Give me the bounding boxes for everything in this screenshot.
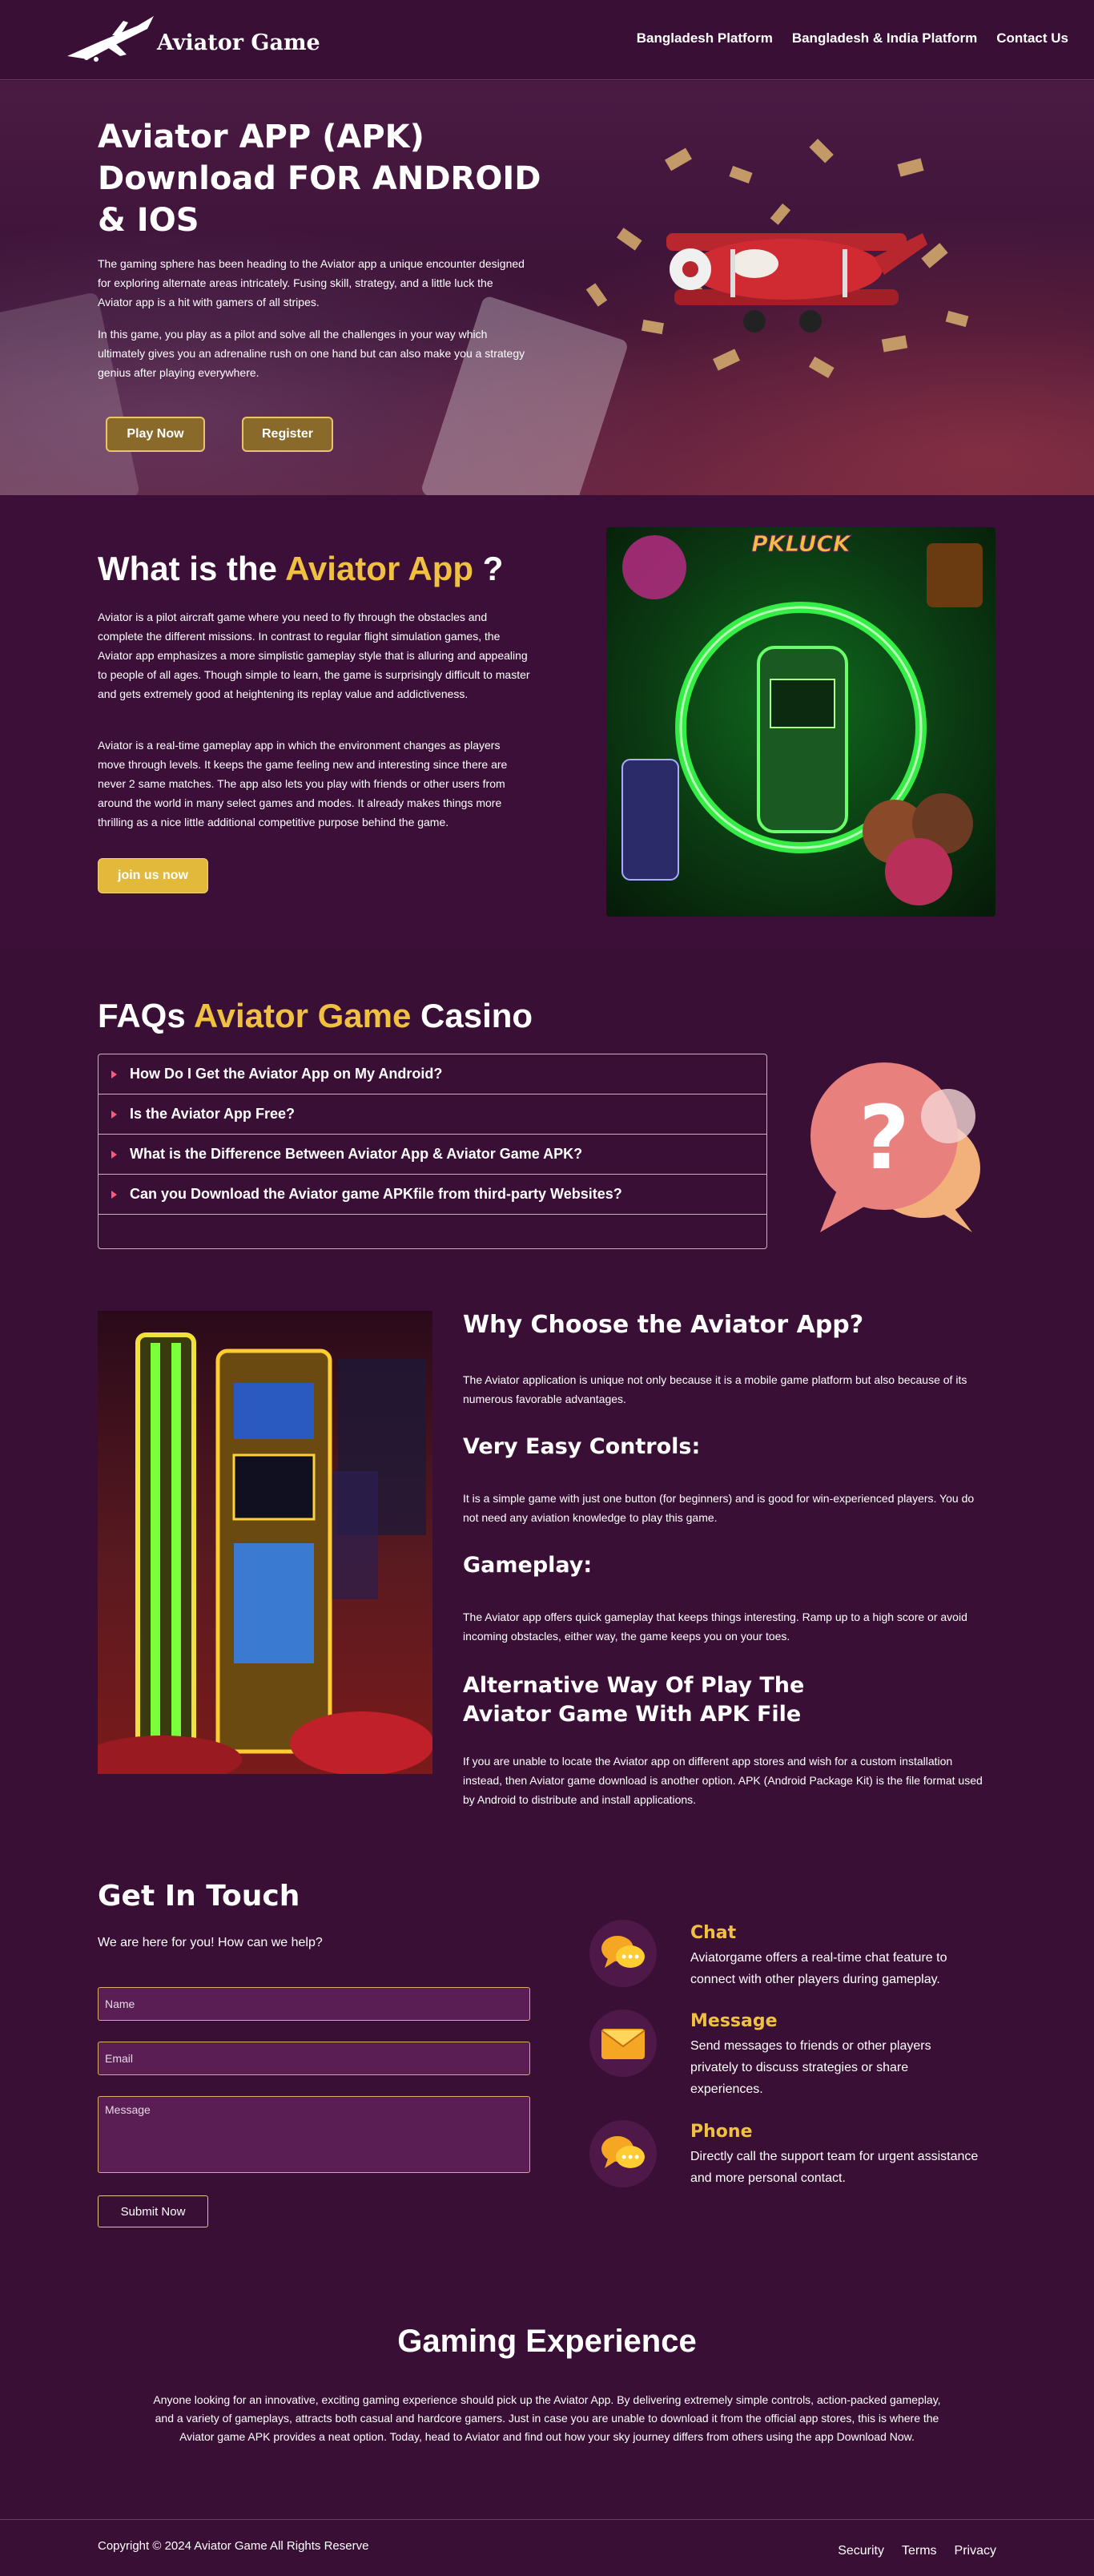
footer-link-privacy[interactable]: Privacy xyxy=(954,2544,996,2558)
nav-bangladesh-platform[interactable]: Bangladesh Platform xyxy=(636,30,773,46)
message-title: Message xyxy=(690,2011,778,2031)
caret-right-icon xyxy=(111,1191,117,1199)
svg-text:?: ? xyxy=(859,1086,910,1189)
faq-item[interactable] xyxy=(99,1054,766,1094)
what-is-title-post: ? xyxy=(482,550,504,587)
faq-section xyxy=(0,949,1094,1285)
plane-logo-icon xyxy=(64,11,160,69)
faq-question: How Do I Get the Aviator App on My Android? xyxy=(130,1066,443,1082)
faq-title xyxy=(98,997,533,1035)
chat-icon xyxy=(589,1920,657,1987)
slot-machine-neon-illustration xyxy=(606,527,995,917)
footer-link-security[interactable]: Security xyxy=(838,2544,884,2558)
alt-way-text: If you are unable to locate the Aviator app on different app stores and wish for a custom installation instead, then Aviator game download is another option. APK (Android Package Kit) is the file format used by Android to distribute and install applications. xyxy=(463,1755,983,1806)
name-field[interactable] xyxy=(98,1987,530,2021)
caret-right-icon xyxy=(111,1070,117,1078)
why-intro: The Aviator application is unique not only because it is a mobile game platform but also because of its numerous favorable advantages. xyxy=(463,1373,967,1405)
controls-heading: Very Easy Controls: xyxy=(463,1434,701,1459)
faq-item[interactable] xyxy=(99,1135,766,1175)
nav-bangladesh-india-platform[interactable]: Bangladesh & India Platform xyxy=(791,30,978,46)
site-footer xyxy=(0,2519,1094,2576)
phone-title: Phone xyxy=(690,2122,753,2142)
faq-item[interactable] xyxy=(99,1094,766,1135)
faq-question: Is the Aviator App Free? xyxy=(130,1106,296,1122)
what-is-paragraph-1: Aviator is a pilot aircraft game where you need to fly through the obstacles and complete the different missions. In contrast to regular flight simulation games, the Aviator app emphasizes a more simplistic gameplay style that is alluring and appealing to people of all ages. Though simple to learn, the game is surprisingly difficult to master and gets extremely good at heightening its replay value and addictiveness. xyxy=(98,611,530,700)
logo[interactable] xyxy=(64,11,320,69)
gameplay-heading: Gameplay: xyxy=(463,1553,593,1578)
logo-text: Aviator Game xyxy=(157,30,320,55)
controls-text: It is a simple game with just one button (for beginners) and is good for win-experienced players. You do not need any aviation knowledge to play this game. xyxy=(463,1492,975,1524)
envelope-icon xyxy=(589,2010,657,2077)
contact-section xyxy=(0,1846,1094,2263)
hero-paragraph-1: The gaming sphere has been heading to the Aviator app a unique encounter designed for exploring alternate areas intricately. Fusing skill, strategy, and a little luck the Aviator app is a hit with gamers of all stripes. xyxy=(98,257,525,308)
phone-text: Directly call the support team for urgent assistance and more personal contact. xyxy=(690,2150,979,2185)
casino-promo-image xyxy=(606,527,995,917)
faq-title-post: Casino xyxy=(420,997,533,1034)
phone-chat-icon xyxy=(589,2120,657,2187)
contact-title: Get In Touch xyxy=(98,1880,300,1913)
gaming-title: Gaming Experience xyxy=(397,2324,697,2359)
chat-title: Chat xyxy=(690,1923,737,1943)
question-bubble-icon xyxy=(804,1048,993,1244)
hero-paragraph-2: In this game, you play as a pilot and solve all the challenges in your way which ultimately gives you an adrenaline rush on one hand but can also make you a strategy genius after playing everywhere. xyxy=(98,328,525,379)
playing-card-decoration xyxy=(0,292,140,495)
alt-way-heading: Alternative Way Of Play The Aviator Game With APK File xyxy=(463,1673,805,1727)
slot-machine-illustration xyxy=(98,1311,432,1774)
what-is-title xyxy=(98,550,503,588)
join-us-now-button[interactable]: join us now xyxy=(98,858,208,893)
slot-machine-image xyxy=(98,1311,432,1774)
gaming-experience-section xyxy=(0,2263,1094,2519)
main-nav xyxy=(637,30,1068,46)
faq-title-pre: FAQs xyxy=(98,997,186,1034)
play-now-button[interactable]: Play Now xyxy=(106,417,205,452)
message-text: Send messages to friends or other players privately to discuss strategies or share experiences. xyxy=(690,2039,931,2096)
faq-question: What is the Difference Between Aviator App & Aviator Game APK? xyxy=(130,1146,583,1162)
site-header xyxy=(0,0,1094,80)
copyright-text: Copyright © 2024 Aviator Game All Rights Reserve xyxy=(98,2539,369,2553)
what-is-title-pre: What is the xyxy=(98,550,278,587)
why-choose-section xyxy=(0,1285,1094,1846)
what-is-section xyxy=(0,495,1094,949)
hero-title: Aviator APP (APK) Download FOR ANDROID & IOS xyxy=(98,119,541,239)
what-is-paragraph-2: Aviator is a real-time gameplay app in which the environment changes as players move through levels. It keeps the game feeling new and interesting since there are never 2 same matches. The app also lets you play with friends or other users from around the world in many select games and modes. It already makes things more thrilling as a nice little additional competitive purpose behind the game. xyxy=(98,739,508,828)
footer-link-terms[interactable]: Terms xyxy=(901,2544,937,2558)
faq-item[interactable] xyxy=(99,1175,766,1215)
what-is-title-highlight: Aviator App xyxy=(285,550,474,587)
email-field[interactable] xyxy=(98,2042,530,2075)
footer-links xyxy=(838,2544,996,2558)
red-biplane-money-illustration xyxy=(570,137,987,409)
caret-right-icon xyxy=(111,1111,117,1119)
nav-contact-us[interactable]: Contact Us xyxy=(996,30,1068,46)
why-title: Why Choose the Aviator App? xyxy=(463,1311,864,1339)
faq-question: Can you Download the Aviator game APKfile from third-party Websites? xyxy=(130,1186,622,1202)
chat-text: Aviatorgame offers a real-time chat feature to connect with other players during gameplay. xyxy=(690,1951,947,1986)
contact-subtitle: We are here for you! How can we help? xyxy=(98,1936,323,1949)
gaming-text: Anyone looking for an innovative, exciting gaming experience should pick up the Aviator App. By delivering extremely simple controls, action-packed gameplay, and a variety of gameplays, attracts both casual and hardcore gamers. Just in case you are unable to download it from the official app stores, this is where the Aviator game APK provides a neat option. Today, head to Aviator and find out how your sky journey differs from others using the app Download Now. xyxy=(153,2393,941,2443)
promo-brand-text: PKLUCK xyxy=(751,530,851,557)
register-button[interactable]: Register xyxy=(242,417,333,452)
submit-now-button[interactable]: Submit Now xyxy=(98,2195,208,2227)
message-field[interactable] xyxy=(98,2096,530,2173)
hero-section xyxy=(0,81,1094,495)
faq-title-highlight: Aviator Game xyxy=(193,997,412,1034)
gameplay-text: The Aviator app offers quick gameplay that keeps things interesting. Ramp up to a high score or avoid incoming obstacles, either way, the game keeps you on your toes. xyxy=(463,1611,967,1643)
faq-accordion xyxy=(98,1054,767,1249)
caret-right-icon xyxy=(111,1151,117,1159)
